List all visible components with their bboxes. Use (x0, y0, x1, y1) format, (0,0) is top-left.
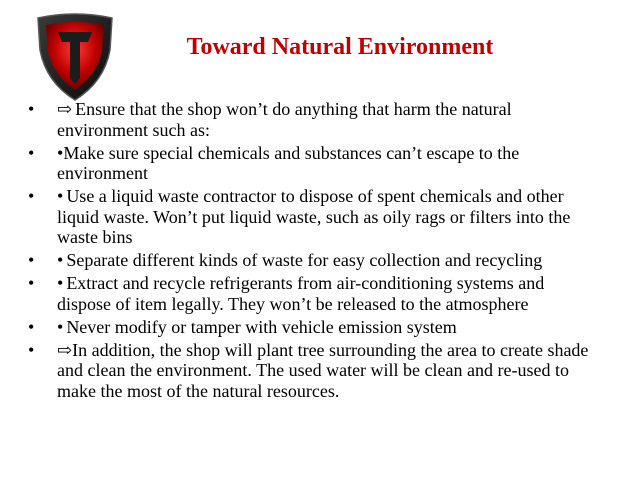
list-item (28, 250, 600, 271)
item-body: Never modify or tamper with vehicle emission system (66, 316, 457, 337)
item-text (57, 99, 512, 140)
bullet-dot: • (28, 339, 35, 360)
bullet-list (28, 99, 600, 404)
sub-bullet-icon: • (57, 273, 64, 293)
item-text (57, 340, 588, 401)
list-item (28, 99, 600, 140)
item-body: Use a liquid waste contractor to dispose of spent chemicals and other liquid waste. Won’t put liquid waste, such as oily rags or filters into the waste bins (57, 186, 571, 247)
sub-bullet-icon: • (57, 186, 64, 206)
slide-title: Toward Natural Environment (186, 34, 494, 60)
item-text (57, 273, 544, 314)
item-body: Extract and recycle refrigerants from air-conditioning systems and dispose of item legally. They won’t be released to the atmosphere (57, 273, 545, 314)
item-text (57, 143, 519, 184)
item-body: Separate different kinds of waste for easy collection and recycling (66, 250, 543, 270)
list-item (28, 143, 600, 184)
list-item (28, 186, 600, 248)
sub-bullet-icon: • (57, 316, 64, 337)
item-text (57, 186, 570, 247)
bullet-dot: • (28, 186, 35, 206)
item-body: Make sure special chemicals and substances can’t escape to the environment (57, 142, 520, 183)
item-body: Ensure that the shop won’t do anything that harm the natural environment such as: (57, 99, 512, 140)
list-item (28, 340, 600, 402)
item-text (57, 317, 457, 337)
list-item (28, 273, 600, 314)
list-item (28, 317, 600, 338)
arrow-icon: ⇨ (57, 339, 73, 360)
bullet-dot: • (28, 273, 35, 293)
shield-logo (30, 10, 120, 102)
sub-bullet-icon: • (57, 142, 64, 163)
bullet-dot: • (28, 316, 35, 337)
item-body: In addition, the shop will plant tree surrounding the area to create shade and clean the environment. The used water will be clean and re-used to make the most of the natural resources. (57, 339, 589, 401)
item-text (57, 250, 542, 270)
bullet-dot: • (28, 142, 35, 163)
bullet-dot: • (28, 250, 35, 270)
sub-bullet-icon: • (57, 250, 64, 270)
bullet-dot: • (28, 99, 35, 119)
arrow-icon: ⇨ (57, 99, 73, 119)
